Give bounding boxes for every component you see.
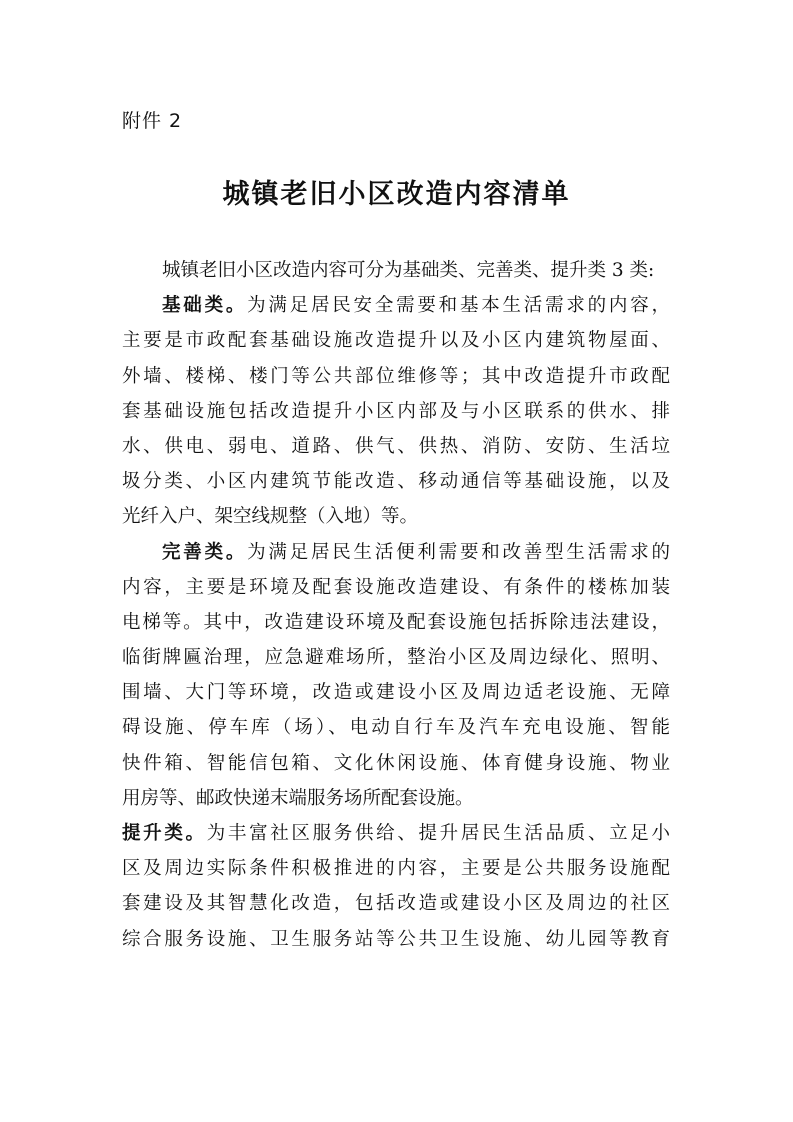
improve-paragraph-line: 碍设施、停车库（场）、电动自行车及汽车充电设施、智能 [122,717,670,739]
basic-paragraph-line: 主要是市政配套基础设施改造提升以及小区内建筑物屋面、 [122,330,670,352]
basic-paragraph-line: 套基础设施包括改造提升小区内部及与小区联系的供水、排 [122,400,670,422]
basic-paragraph-line: 外墙、楼梯、楼门等公共部位维修等；其中改造提升市政配 [122,365,670,387]
basic-paragraph-line: 光纤入户、架空线规整（入地）等。 [122,506,419,528]
basic-paragraph-line: 圾分类、小区内建筑节能改造、移动通信等基础设施，以及 [122,471,670,493]
basic-paragraph-line [122,288,670,323]
basic-paragraph-text: 为满足居民安全需要和基本生活需求的内容， [247,295,670,317]
upgrade-paragraph-line [122,816,670,851]
improve-paragraph-line: 快件箱、智能信包箱、文化休闲设施、体育健身设施、物业 [122,752,670,774]
intro-paragraph: 城镇老旧小区改造内容可分为基础类、完善类、提升类 3 类: [162,260,655,281]
improve-paragraph-line: 用房等、邮政快递末端服务场所配套设施。 [122,787,474,809]
attachment-label: 附件 2 [122,110,183,132]
improve-paragraph-line: 临街牌匾治理，应急避难场所，整治小区及周边绿化、照明、 [122,647,670,669]
upgrade-category-label: 提升类。 [122,823,207,844]
improve-paragraph-line: 围墙、大门等环境，改造或建设小区及周边适老设施、无障 [122,682,670,704]
upgrade-paragraph-line: 综合服务设施、卫生服务站等公共卫生设施、幼儿园等教育 [122,928,670,950]
basic-category-label: 基础类。 [162,295,248,317]
document-title: 城镇老旧小区改造内容清单 [222,179,571,210]
upgrade-paragraph-line: 区及周边实际条件积极推进的内容，主要是公共服务设施配 [122,858,670,880]
improve-paragraph-line: 电梯等。其中，改造建设环境及配套设施包括拆除违法建设， [122,611,670,633]
improve-paragraph-text: 为满足居民生活便利需要和改善型生活需求的 [247,541,670,563]
upgrade-paragraph-text: 为丰富社区服务供给、提升居民生活品质、立足小 [206,823,670,844]
upgrade-paragraph-line: 套建设及其智慧化改造，包括改造或建设小区及周边的社区 [122,893,670,915]
document-body [122,253,670,957]
basic-paragraph-line: 水、供电、弱电、道路、供气、供热、消防、安防、生活垃 [122,435,670,457]
improve-paragraph-line [122,535,670,570]
improve-category-label: 完善类。 [162,541,248,563]
improve-paragraph-line: 内容，主要是环境及配套设施改造建设、有条件的楼栋加装 [122,576,670,598]
